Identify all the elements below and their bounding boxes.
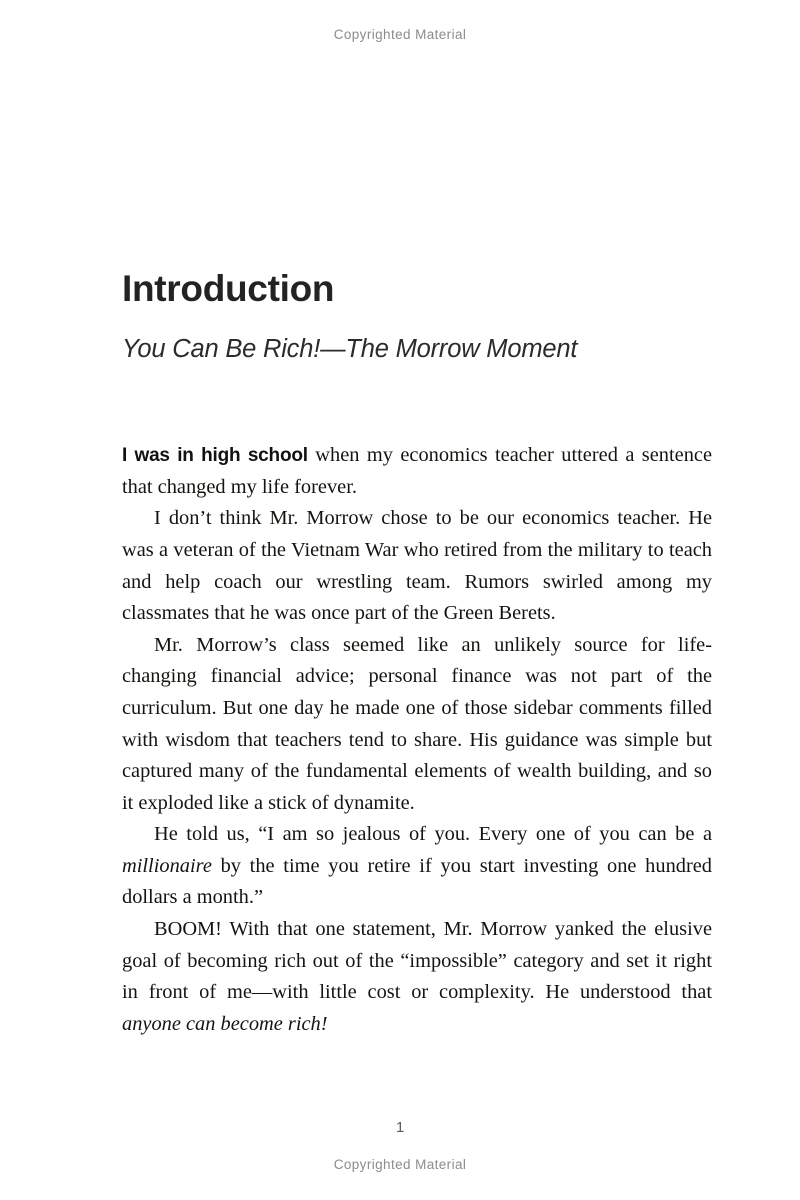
paragraph-text: when my economics teacher uttered a sentence that changed my life forever.	[122, 444, 712, 498]
paragraph	[122, 503, 712, 629]
emphasis-text: anyone can become rich!	[122, 1012, 328, 1035]
paragraph-lead-in: I was in high school	[122, 445, 308, 467]
copyright-watermark-top: Copyrighted Material	[333, 27, 467, 42]
paragraph	[122, 630, 712, 820]
copyright-watermark-bottom: Copyrighted Material	[333, 1157, 467, 1172]
paragraph-text: I don’t think Mr. Morrow chose to be our economics teacher. He was a veteran of the Vietnam War who retired from the military to teach and help coach our wrestling team. Rumors swirled among my classmates that he was once part of the Green Berets.	[122, 507, 712, 625]
chapter-title: Introduction	[122, 268, 335, 309]
paragraph-text: Mr. Morrow’s class seemed like an unlikely source for life-changing financial advice; personal finance was not part of the curriculum. But one day he made one of those sidebar comments filled with wisdom that teachers tend to share. His guidance was simple but captured many of the fundamental elements of wealth building, and so it exploded like a stick of dynamite.	[122, 633, 712, 814]
page-number: 1	[395, 1119, 405, 1136]
paragraph	[122, 914, 712, 1040]
chapter-subtitle: You Can Be Rich!—The Morrow Moment	[122, 334, 578, 363]
paragraph	[122, 819, 712, 914]
body-text	[122, 440, 712, 1040]
paragraph-text: by the time you retire if you start investing one hundred dollars a month.”	[122, 854, 712, 909]
paragraph-text: He told us, “I am so jealous of you. Every one of you can be a	[154, 823, 712, 846]
paragraph-text: BOOM! With that one statement, Mr. Morrow yanked the elusive goal of becoming rich out of the “impossible” category and set it right in front of me—with little cost or complexity. He understood that	[122, 918, 712, 1004]
paragraph	[122, 440, 712, 503]
emphasis-text: millionaire	[122, 854, 212, 877]
page-content	[122, 270, 712, 1040]
